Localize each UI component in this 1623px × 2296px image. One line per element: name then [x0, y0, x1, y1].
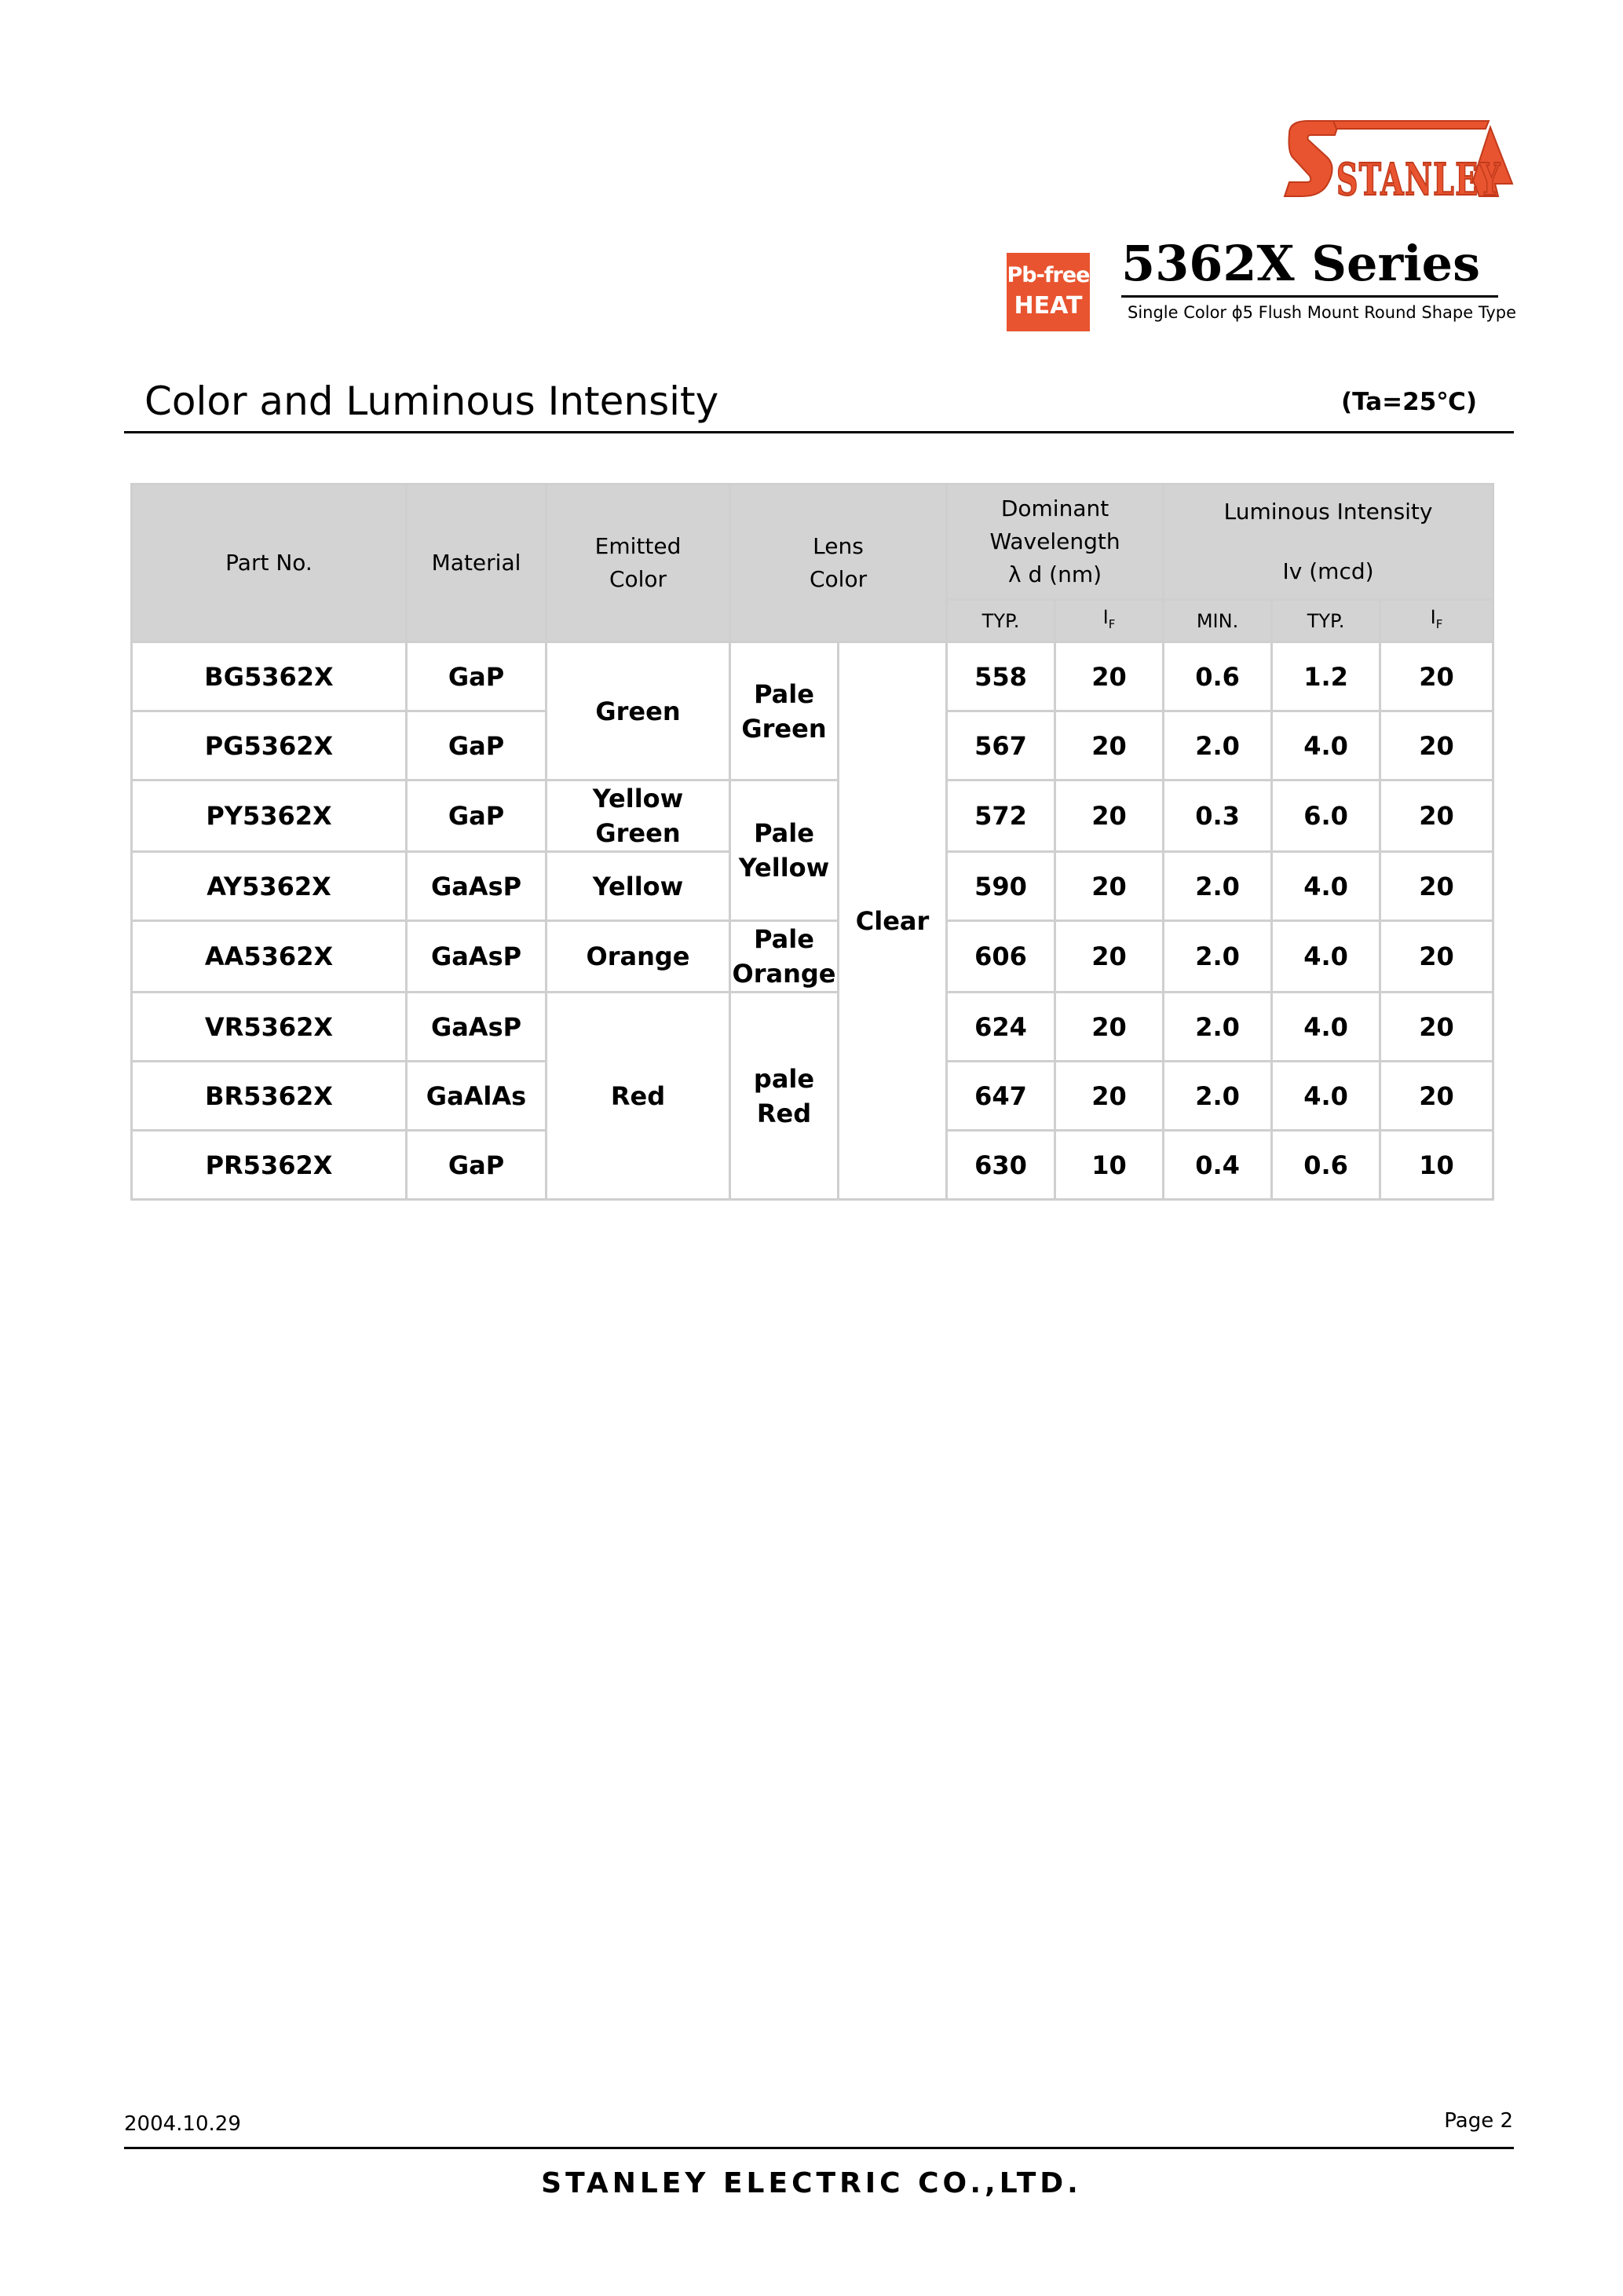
header-dominant-wavelength	[947, 484, 1164, 600]
intensity-typ-cell: 4.0	[1272, 852, 1380, 921]
wavelength-typ-cell: 590	[947, 852, 1055, 921]
intensity-min-cell: 2.0	[1164, 711, 1272, 781]
section-title: Color and Luminous Intensity	[144, 378, 719, 424]
header-wavelength-line2: Wavelength	[989, 528, 1120, 554]
header-wl-typ: TYP.	[947, 600, 1055, 642]
footer-page-number: Page 2	[1444, 2109, 1513, 2133]
header-intensity-label: Luminous Intensity	[1223, 499, 1433, 525]
intensity-if-cell: 20	[1380, 711, 1493, 781]
lens-color-line2: Yellow	[738, 853, 830, 883]
lens-color-line1: pale	[753, 1063, 815, 1094]
material-cell: GaP	[407, 711, 546, 781]
temperature-condition: (Ta=25℃)	[1340, 388, 1477, 416]
intensity-typ-cell: 4.0	[1272, 711, 1380, 781]
material-cell: GaAsP	[407, 921, 546, 993]
header-luminous-intensity	[1164, 484, 1493, 600]
emitted-color-cell: Orange	[546, 921, 730, 993]
material-cell: GaAsP	[407, 993, 546, 1062]
intensity-if-cell: 20	[1380, 852, 1493, 921]
intensity-typ-cell: 0.6	[1272, 1131, 1380, 1200]
lens-color-cell	[730, 781, 839, 921]
header-intensity-unit: Iv (mcd)	[1282, 558, 1374, 584]
badge-line1: Pb-free	[1007, 263, 1090, 287]
material-cell: GaP	[407, 642, 546, 711]
badge-line2: HEAT	[1014, 292, 1083, 320]
part-no-cell: BG5362X	[132, 642, 407, 711]
header-iv-typ: TYP.	[1272, 600, 1380, 642]
if-label: I	[1430, 606, 1436, 629]
lens-color-cell	[730, 993, 839, 1200]
table-row	[132, 642, 1493, 711]
series-divider	[1121, 295, 1498, 298]
material-cell: GaAsP	[407, 852, 546, 921]
footer-divider	[124, 2147, 1514, 2149]
wavelength-if-cell: 20	[1055, 781, 1164, 852]
intensity-if-cell: 20	[1380, 993, 1493, 1062]
wavelength-typ-cell: 624	[947, 993, 1055, 1062]
header-iv-min: MIN.	[1164, 600, 1272, 642]
table-row	[132, 993, 1493, 1062]
series-subtitle: Single Color ϕ5 Flush Mount Round Shape Type	[1128, 303, 1517, 322]
lens-color-cell	[730, 642, 839, 781]
lens-color-line2: Red	[756, 1098, 812, 1128]
stanley-logo	[1285, 118, 1512, 204]
intensity-typ-cell: 4.0	[1272, 921, 1380, 993]
material-cell: GaP	[407, 1131, 546, 1200]
wavelength-if-cell: 20	[1055, 852, 1164, 921]
table-row	[132, 921, 1493, 993]
wavelength-typ-cell: 572	[947, 781, 1055, 852]
intensity-min-cell: 0.3	[1164, 781, 1272, 852]
wavelength-if-cell: 20	[1055, 642, 1164, 711]
header-lens-color: Lens Color	[730, 484, 947, 642]
header-wavelength-line1: Dominant	[1000, 495, 1109, 521]
material-cell: GaAlAs	[407, 1062, 546, 1131]
intensity-min-cell: 2.0	[1164, 1062, 1272, 1131]
wavelength-if-cell: 20	[1055, 921, 1164, 993]
footer-company-name: STANLEY ELECTRIC CO.,LTD.	[541, 2167, 1082, 2199]
wavelength-typ-cell: 606	[947, 921, 1055, 993]
section-divider	[124, 431, 1514, 433]
pb-free-heat-badge	[1007, 253, 1090, 331]
intensity-if-cell: 20	[1380, 781, 1493, 852]
part-no-cell: AA5362X	[132, 921, 407, 993]
emitted-color-cell: Yellow	[546, 852, 730, 921]
part-no-cell: PR5362X	[132, 1131, 407, 1200]
wavelength-if-cell: 20	[1055, 1062, 1164, 1131]
intensity-if-cell: 10	[1380, 1131, 1493, 1200]
logo-text: STANLEY	[1336, 154, 1501, 206]
part-no-cell: AY5362X	[132, 852, 407, 921]
part-no-cell: VR5362X	[132, 993, 407, 1062]
lens-clear-cell: Clear	[839, 642, 947, 1200]
intensity-min-cell: 0.6	[1164, 642, 1272, 711]
lens-color-line1: Pale	[754, 818, 814, 848]
lens-color-cell	[730, 921, 839, 993]
emitted-color-cell: Yellow Green	[546, 781, 730, 852]
lens-color-line1: Pale	[754, 678, 814, 709]
intensity-if-cell: 20	[1380, 921, 1493, 993]
if-subscript: F	[1108, 616, 1116, 631]
header-part-no: Part No.	[132, 484, 407, 642]
wavelength-typ-cell: 558	[947, 642, 1055, 711]
emitted-color-cell: Green	[546, 642, 730, 781]
material-cell: GaP	[407, 781, 546, 852]
intensity-typ-cell: 6.0	[1272, 781, 1380, 852]
intensity-min-cell: 2.0	[1164, 993, 1272, 1062]
intensity-typ-cell: 1.2	[1272, 642, 1380, 711]
intensity-typ-cell: 4.0	[1272, 1062, 1380, 1131]
if-subscript: F	[1435, 616, 1443, 631]
header-material: Material	[407, 484, 546, 642]
lens-color-line2: Orange	[732, 959, 836, 989]
intensity-min-cell: 0.4	[1164, 1131, 1272, 1200]
wavelength-typ-cell: 567	[947, 711, 1055, 781]
intensity-if-cell: 20	[1380, 642, 1493, 711]
part-no-cell: PY5362X	[132, 781, 407, 852]
wavelength-if-cell: 10	[1055, 1131, 1164, 1200]
table-row	[132, 781, 1493, 852]
intensity-if-cell: 20	[1380, 1062, 1493, 1131]
lens-color-line2: Green	[741, 713, 827, 744]
wavelength-typ-cell: 647	[947, 1062, 1055, 1131]
header-emitted-color: Emitted Color	[546, 484, 730, 642]
intensity-typ-cell: 4.0	[1272, 993, 1380, 1062]
part-no-cell: PG5362X	[132, 711, 407, 781]
lens-color-line1: Pale	[754, 924, 814, 954]
wavelength-typ-cell: 630	[947, 1131, 1055, 1200]
series-title: 5362X Series	[1121, 235, 1481, 292]
wavelength-if-cell: 20	[1055, 711, 1164, 781]
wavelength-if-cell: 20	[1055, 993, 1164, 1062]
if-label: I	[1102, 606, 1109, 629]
color-intensity-table	[130, 483, 1494, 1201]
part-no-cell: BR5362X	[132, 1062, 407, 1131]
header-wavelength-unit: λ d (nm)	[1008, 561, 1102, 587]
intensity-min-cell: 2.0	[1164, 852, 1272, 921]
intensity-min-cell: 2.0	[1164, 921, 1272, 993]
emitted-color-cell: Red	[546, 993, 730, 1200]
header-wl-if	[1055, 600, 1164, 642]
footer-date: 2004.10.29	[124, 2112, 241, 2136]
header-iv-if	[1380, 600, 1493, 642]
